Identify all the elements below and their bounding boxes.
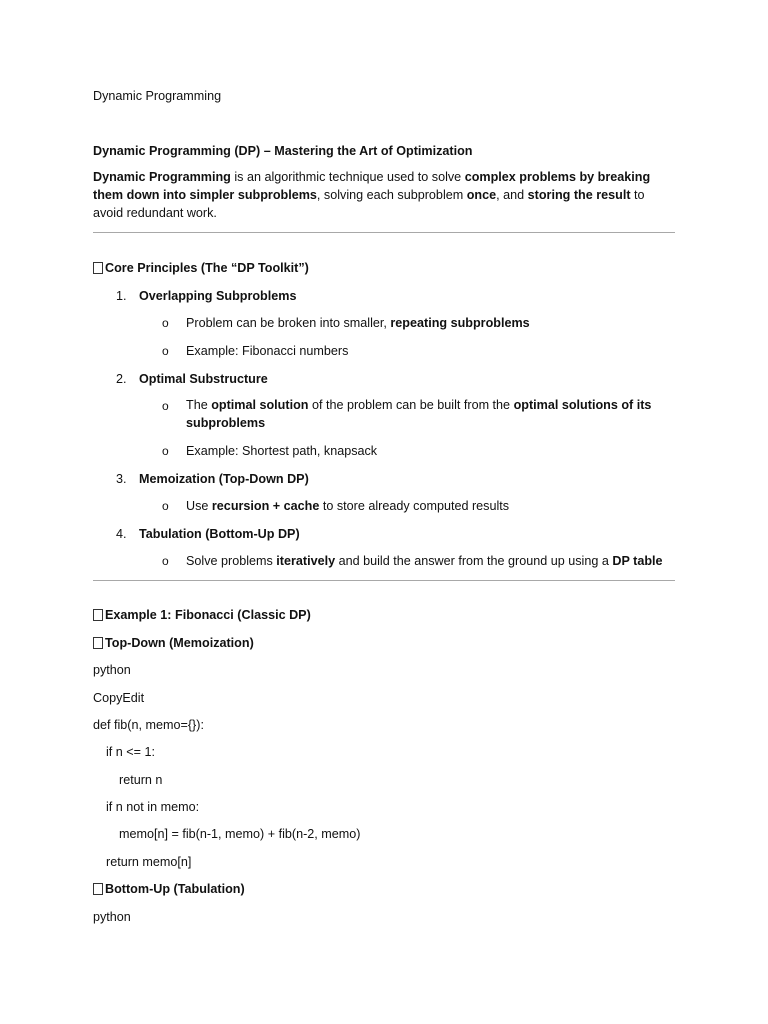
code-line: if n not in memo: bbox=[106, 800, 200, 814]
list-number: 4. bbox=[116, 527, 127, 541]
code-line: if n <= 1: bbox=[106, 745, 156, 759]
intro-bold-phrase: complex problems by breaking them down into simpler subproblems bbox=[93, 170, 651, 202]
intro-text: is an algorithmic technique used to solve bbox=[230, 170, 465, 184]
principle-memoization: Memoization (Top-Down DP) bbox=[139, 472, 309, 486]
bullet-icon: o bbox=[162, 554, 169, 568]
code-language-label: python bbox=[93, 910, 131, 924]
intro-text: to avoid redundant work. bbox=[93, 188, 645, 220]
topdown-heading bbox=[93, 635, 254, 651]
list-number: 2. bbox=[116, 372, 127, 386]
list-item: Example: Shortest path, knapsack bbox=[186, 444, 378, 458]
principle-overlapping: Overlapping Subproblems bbox=[139, 289, 297, 303]
code-line: return n bbox=[119, 773, 163, 787]
missing-glyph-icon bbox=[93, 262, 103, 274]
list-number: 3. bbox=[116, 472, 127, 486]
core-principles-heading bbox=[93, 260, 309, 276]
bottomup-title: Bottom-Up (Tabulation) bbox=[105, 882, 245, 896]
bullet-text: Solve problems bbox=[186, 554, 277, 568]
missing-glyph-icon bbox=[93, 883, 103, 895]
code-line: return memo[n] bbox=[106, 855, 192, 869]
principle-tabulation: Tabulation (Bottom-Up DP) bbox=[139, 527, 300, 541]
code-line: memo[n] = fib(n-1, memo) + fib(n-2, memo) bbox=[119, 827, 361, 841]
bullet-text: Problem can be broken into smaller, bbox=[186, 316, 391, 330]
intro-text: , and bbox=[496, 188, 528, 202]
principle-optimal-substructure: Optimal Substructure bbox=[139, 372, 268, 386]
intro-bold-once: once bbox=[466, 188, 497, 202]
bullet-text: The bbox=[186, 398, 212, 412]
list-item bbox=[186, 498, 509, 514]
bullet-bold: iteratively bbox=[276, 554, 336, 568]
list-number: 1. bbox=[116, 289, 127, 303]
code-language-label: python bbox=[93, 663, 131, 677]
bullet-icon: o bbox=[162, 399, 169, 413]
missing-glyph-icon bbox=[93, 609, 103, 621]
bullet-text: to store already computed results bbox=[319, 499, 510, 513]
bullet-icon: o bbox=[162, 316, 169, 330]
bottomup-heading bbox=[93, 881, 245, 897]
list-item bbox=[186, 553, 663, 569]
intro-bold-storing: storing the result bbox=[527, 188, 631, 202]
divider bbox=[93, 232, 675, 233]
bullet-text: Use bbox=[186, 499, 212, 513]
divider bbox=[93, 580, 675, 581]
main-heading: Dynamic Programming (DP) – Mastering the Art of Optimization bbox=[93, 144, 473, 158]
bullet-bold: optimal solutions of its subproblems bbox=[186, 398, 652, 430]
list-item bbox=[186, 315, 530, 331]
copy-edit-button[interactable]: CopyEdit bbox=[93, 691, 145, 705]
example1-heading bbox=[93, 607, 311, 623]
code-line: def fib(n, memo={}): bbox=[93, 718, 204, 732]
document-title: Dynamic Programming bbox=[93, 89, 222, 103]
bullet-icon: o bbox=[162, 344, 169, 358]
bullet-text: of the problem can be built from the bbox=[308, 398, 514, 412]
bullet-icon: o bbox=[162, 444, 169, 458]
bullet-icon: o bbox=[162, 499, 169, 513]
intro-bold-term: Dynamic Programming bbox=[93, 170, 231, 184]
list-item bbox=[186, 396, 676, 432]
example1-title: Example 1: Fibonacci (Classic DP) bbox=[105, 608, 311, 622]
bullet-bold: recursion + cache bbox=[211, 499, 320, 513]
intro-text: , solving each subproblem bbox=[316, 188, 467, 202]
core-principles-title: Core Principles (The “DP Toolkit”) bbox=[105, 261, 309, 275]
bullet-text: and build the answer from the ground up using a bbox=[335, 554, 613, 568]
bullet-bold: repeating subproblems bbox=[390, 316, 530, 330]
missing-glyph-icon bbox=[93, 637, 103, 649]
bullet-bold: optimal solution bbox=[211, 398, 309, 412]
list-item: Example: Fibonacci numbers bbox=[186, 344, 349, 358]
intro-paragraph bbox=[93, 168, 668, 222]
topdown-title: Top-Down (Memoization) bbox=[105, 636, 254, 650]
bullet-bold: DP table bbox=[612, 554, 663, 568]
